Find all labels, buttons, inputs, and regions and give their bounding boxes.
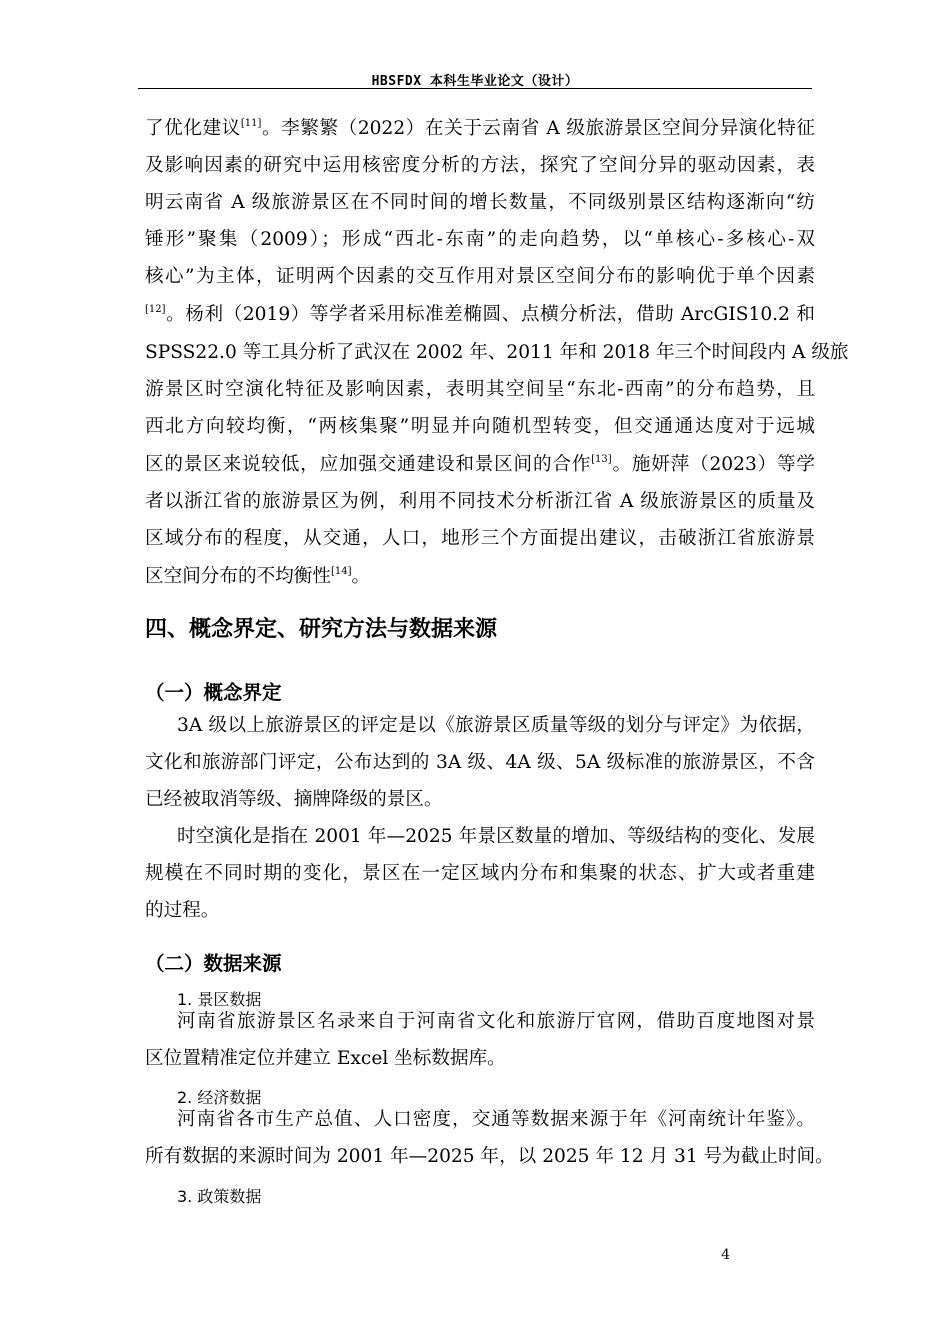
item-heading: 2. 经济数据 bbox=[177, 1088, 262, 1107]
text-line: 河南省旅游景区名录来自于河南省文化和旅游厅官网，借助百度地图对景 bbox=[177, 1011, 815, 1032]
page-number: 4 bbox=[721, 1247, 730, 1263]
text-line: 已经被取消等级、摘牌降级的景区。 bbox=[145, 789, 443, 810]
text-line: 规模在不同时期的变化，景区在一定区域内分布和集聚的状态、扩大或者重建 bbox=[145, 863, 815, 884]
header-rule bbox=[138, 88, 812, 89]
text-line: SPSS22.0 等工具分析了武汉在 2002 年、2011 年和 2018 年三个时间段内 A 级旅 bbox=[145, 342, 849, 363]
text-line: 西北方向较均衡，“两核集聚”明显并向随机型转变，但交通通达度对于远城 bbox=[145, 416, 815, 437]
text-line: 核心”为主体，证明两个因素的交互作用对景区空间分布的影响优于单个因素 bbox=[145, 266, 815, 287]
text-line: 明云南省 A 级旅游景区在不同时间的增长数量，不同级别景区结构逐渐向“纺 bbox=[145, 192, 815, 213]
citation-ref: [13] bbox=[591, 454, 612, 465]
text-line: 时空演化是指在 2001 年—2025 年景区数量的增加、等级结构的变化、发展 bbox=[177, 826, 815, 847]
running-header: HBSFDX 本科生毕业论文（设计） bbox=[371, 74, 579, 89]
text-line: 河南省各市生产总值、人口密度，交通等数据来源于年《河南统计年鉴》。 bbox=[177, 1109, 815, 1130]
item-heading: 3. 政策数据 bbox=[177, 1187, 262, 1206]
citation-ref: [14] bbox=[330, 566, 352, 577]
text-line: 的过程。 bbox=[145, 900, 220, 921]
text-line: 区位置精准定位并建立 Excel 坐标数据库。 bbox=[145, 1048, 506, 1069]
text-line: 者以浙江省的旅游景区为例，利用不同技术分析浙江省 A 级旅游景区的质量及 bbox=[145, 491, 815, 512]
subsection-heading: （二）数据来源 bbox=[145, 952, 282, 975]
text-line: 区的景区来说较低，应加强交通建设和景区间的合作[13]。施妍萍（2023）等学 bbox=[145, 454, 815, 475]
text-line: 游景区时空演化特征及影响因素，表明其空间呈“东北-西南”的分布趋势，且 bbox=[145, 379, 815, 400]
text-line: 了优化建议[11]。李繁繁（2022）在关于云南省 A 级旅游景区空间分异演化特征 bbox=[145, 118, 815, 139]
text-line: 所有数据的来源时间为 2001 年—2025 年，以 2025 年 12 月 31 号为截止时间。 bbox=[145, 1146, 834, 1167]
text-line: 文化和旅游部门评定，公布达到的 3A 级、4A 级、5A 级标准的旅游景区，不含 bbox=[145, 752, 815, 773]
text-line: 锤形”聚集（2009）；形成“西北-东南”的走向趋势，以“单核心-多核心-双 bbox=[145, 229, 815, 250]
text-line: 区域分布的程度，从交通，人口，地形三个方面提出建议，击破浙江省旅游景 bbox=[145, 528, 815, 549]
citation-ref: [12] bbox=[145, 304, 166, 315]
text-line: 3A 级以上旅游景区的评定是以《旅游景区质量等级的划分与评定》为依据， bbox=[177, 715, 815, 736]
section-heading: 四、概念界定、研究方法与数据来源 bbox=[145, 617, 498, 642]
text-line: [12]。杨利（2019）等学者采用标准差椭圆、点横分析法，借助 ArcGIS10.2 和 bbox=[145, 304, 815, 325]
citation-ref: [11] bbox=[240, 118, 262, 129]
text-line: 区空间分布的不均衡性[14]。 bbox=[145, 566, 371, 587]
item-heading: 1. 景区数据 bbox=[177, 990, 262, 1009]
subsection-heading: （一）概念界定 bbox=[145, 681, 282, 704]
text-line: 及影响因素的研究中运用核密度分析的方法，探究了空间分异的驱动因素，表 bbox=[145, 155, 815, 176]
